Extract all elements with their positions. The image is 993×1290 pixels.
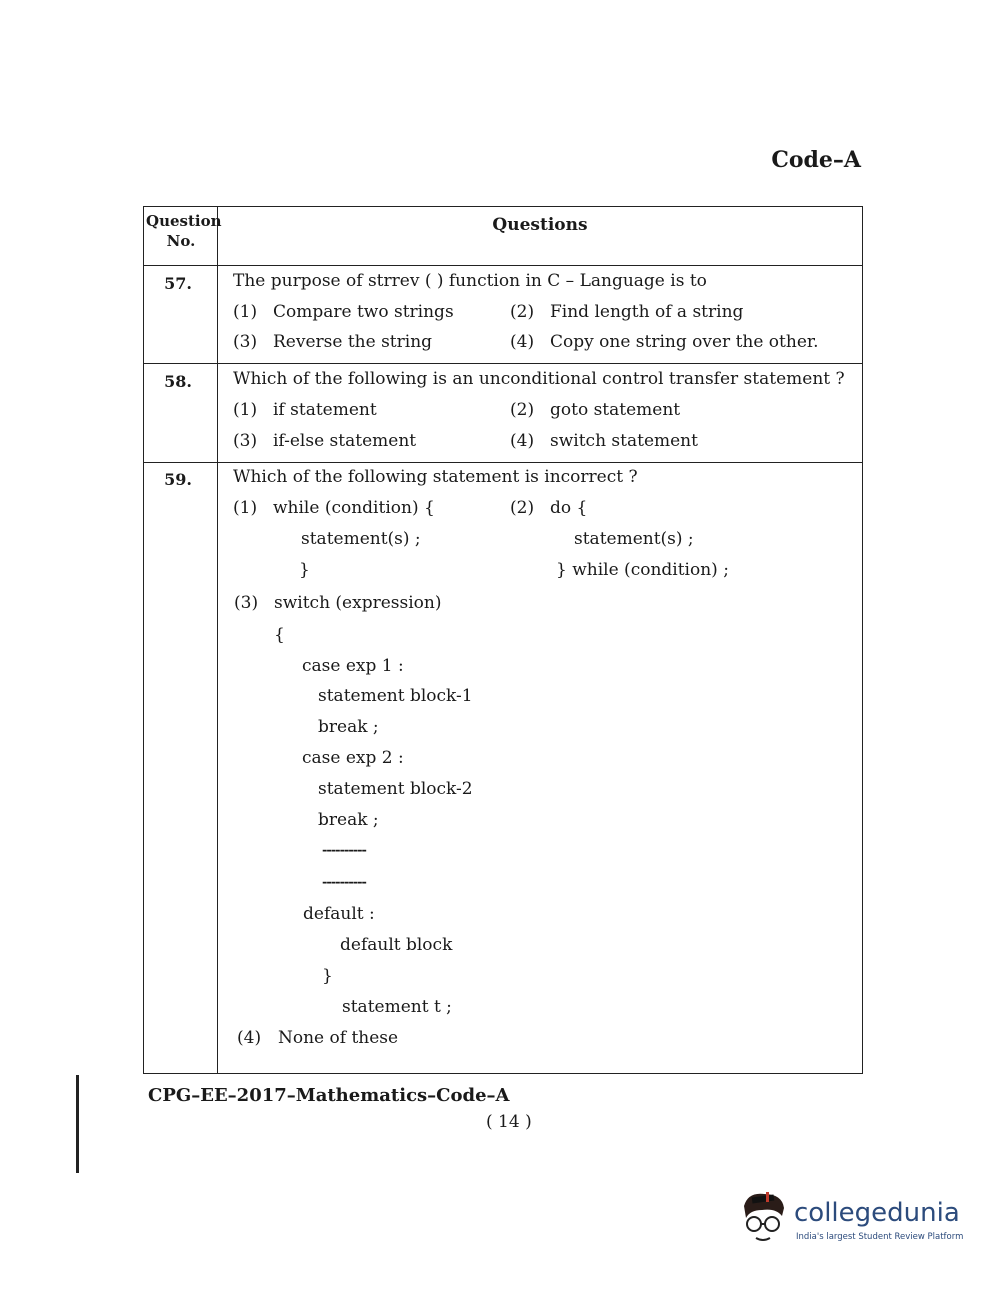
- option-number: (2): [510, 302, 535, 322]
- column-header-questions: Questions: [492, 215, 588, 235]
- question-number-57: 57.: [164, 274, 192, 293]
- option-number: (3): [233, 332, 258, 352]
- question-number-58: 58.: [164, 372, 192, 391]
- question-number-59: 59.: [164, 470, 192, 489]
- code-line: while (condition) {: [273, 498, 435, 518]
- page-number: ( 14 ): [486, 1112, 532, 1132]
- code-line: statement(s) ;: [301, 529, 421, 549]
- row-divider: [144, 462, 862, 463]
- code-line: statement block-1: [318, 686, 473, 706]
- paper-footer-code: CPG–EE–2017–Mathematics–Code–A: [148, 1085, 510, 1106]
- collegedunia-logo-icon: [736, 1186, 792, 1248]
- code-line: case exp 2 :: [302, 748, 404, 768]
- code-line: ----------: [322, 843, 366, 858]
- option-number: (1): [233, 302, 258, 322]
- code-line: statement(s) ;: [574, 529, 694, 549]
- option-number: (2): [510, 498, 535, 518]
- code-line: break ;: [318, 717, 379, 737]
- column-divider: [217, 207, 218, 1073]
- code-line: do {: [550, 498, 588, 518]
- paper-code: Code–A: [771, 147, 861, 173]
- option-number: (4): [237, 1028, 262, 1048]
- code-line: statement block-2: [318, 779, 473, 799]
- option-text: goto statement: [550, 400, 681, 420]
- code-line: }: [322, 966, 333, 986]
- option-text: if statement: [273, 400, 377, 420]
- code-line: } while (condition) ;: [556, 560, 729, 580]
- code-line: switch (expression): [274, 593, 442, 613]
- code-line: }: [299, 560, 310, 580]
- option-text: switch statement: [550, 431, 698, 451]
- option-text: Reverse the string: [273, 332, 433, 352]
- row-divider: [144, 265, 862, 266]
- code-line: ----------: [322, 875, 366, 890]
- code-line: case exp 1 :: [302, 656, 404, 676]
- option-number: (1): [233, 400, 258, 420]
- code-line: default block: [340, 935, 453, 955]
- option-number: (3): [234, 593, 259, 613]
- question-text-59: Which of the following statement is incorrect ?: [233, 467, 638, 487]
- option-number: (2): [510, 400, 535, 420]
- option-text: if-else statement: [273, 431, 417, 451]
- option-text: Compare two strings: [273, 302, 454, 322]
- code-line: {: [274, 625, 285, 645]
- option-number: (1): [233, 498, 258, 518]
- column-header-question-no: Question No.: [146, 212, 222, 250]
- option-text: Copy one string over the other.: [550, 332, 819, 352]
- option-number: (3): [233, 431, 258, 451]
- brand-tagline: India's largest Student Review Platform: [796, 1232, 964, 1242]
- code-line: statement t ;: [342, 997, 452, 1017]
- margin-bar: [76, 1075, 79, 1173]
- option-text: None of these: [278, 1028, 399, 1048]
- brand-name: collegedunia: [794, 1198, 960, 1228]
- code-line: default :: [303, 904, 375, 924]
- question-text-57: The purpose of strrev ( ) function in C – Language is to: [233, 271, 707, 291]
- option-number: (4): [510, 332, 535, 352]
- code-line: break ;: [318, 810, 379, 830]
- questions-table: [143, 206, 863, 1074]
- option-number: (4): [510, 431, 535, 451]
- question-text-58: Which of the following is an unconditional control transfer statement ?: [233, 369, 845, 389]
- option-text: Find length of a string: [550, 302, 744, 322]
- row-divider: [144, 363, 862, 364]
